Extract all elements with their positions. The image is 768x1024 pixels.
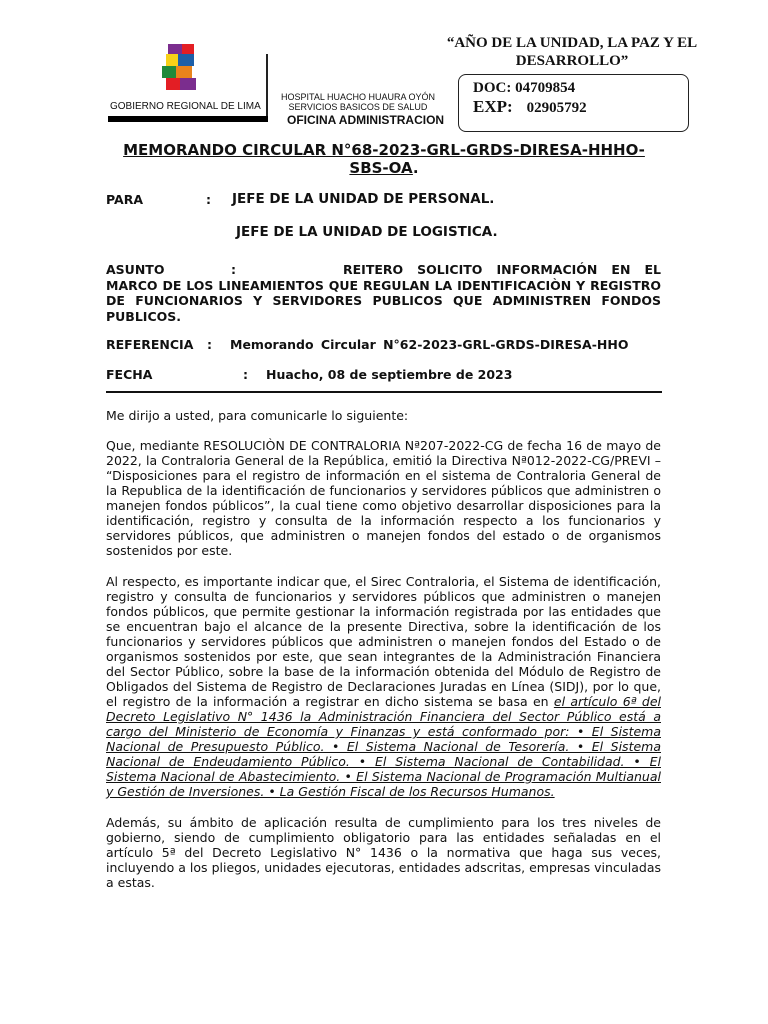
resolution-paragraph: Que, mediante RESOLUCIÒN DE CONTRALORIA Nª207-2022-CG de fecha 16 de mayo de 2022, la Contraloria General de la República, emitió la Directiva Nª012-2022-CG/PREVI – “Disposiciones para el registro de información en el sistema de Contraloria General de la Republica de la identificación de funcionarios y servidores públicos que administren o manejen fondos públicos”, la cual tiene como objetivo desarrollar disposiciones para la identificación, registro y consulta de la información respecto a los funcionarios y servidores públicos, que administren o manejen fondos del estado o de organismos sostenidos por este. (106, 438, 661, 558)
para-recipient-1: JEFE DE LA UNIDAD DE PERSONAL. (232, 191, 495, 207)
logo-block-red (182, 44, 194, 54)
exp-number (473, 97, 587, 117)
referencia-colon: : (207, 337, 212, 352)
logo-block-orange (176, 66, 192, 78)
sirec-paragraph (106, 574, 661, 799)
para-colon: : (206, 192, 211, 207)
memo-title-text: MEMORANDO CIRCULAR N°68-2023-GRL-GRDS-DIRESA-HHHO-SBS-OA (123, 141, 645, 177)
logo-block-purple (168, 44, 182, 54)
doc-number (473, 80, 575, 97)
exp-value: 02905792 (526, 100, 587, 116)
decreto-emphasis: el artículo 6ª del Decreto Legislativo N° 1436 la Administración Financiera del Sector Público está a cargo del Ministerio de Economía y Finanzas y está conformado por: • El Sistema Nacional de Presupuesto Público. • El Sistema Nacional de Tesorería. • El Sistema Nacional de Endeudamiento Público. • El Sistema Nacional de Contabilidad. • El Sistema Nacional de Abastecimiento. • El Sistema Nacional de Programación Multianual y Gestión de Inversiones. • La Gestión Fiscal de los Recursos Humanos. (106, 694, 661, 799)
header-bar (108, 116, 268, 122)
memo-title-period: . (412, 159, 419, 177)
para-label: PARA (106, 192, 143, 207)
header-divider (266, 54, 268, 120)
logo-block-blue (178, 54, 194, 66)
header-rule (106, 391, 662, 393)
doc-value: 04709854 (515, 80, 576, 96)
year-motto-line2: DESARROLLO” (515, 53, 629, 69)
hospital-line2: SERVICIOS BASICOS DE SALUD (288, 102, 428, 112)
gobierno-regional-logo (162, 44, 206, 90)
exp-label: EXP: (473, 97, 513, 116)
year-motto-line1: “AÑO DE LA UNIDAD, LA PAZ Y EL (446, 35, 698, 51)
logo-block-purple-2 (180, 78, 196, 90)
logo-block-green (162, 66, 176, 78)
asunto-text: REITERO SOLICITO INFORMACIÓN EN EL MARCO DE LOS LINEAMIENTOS QUE REGULAN LA IDENTIFICACIÒN Y REGISTRO DE FUNCIONARIOS Y SERVIDORES PUBLICOS QUE ADMINISTREN FONDOS PUBLICOS. (106, 262, 661, 324)
office-name: OFICINA ADMINISTRACION (287, 113, 445, 127)
asunto-value (106, 262, 661, 324)
hospital-name (278, 92, 438, 112)
asunto-label: ASUNTO (106, 262, 165, 277)
doc-label: DOC: (473, 80, 512, 96)
fecha-value: Huacho, 08 de septiembre de 2023 (266, 367, 513, 382)
greeting-paragraph: Me dirijo a usted, para comunicarle lo siguiente: (106, 408, 409, 423)
scope-paragraph: Además, su ámbito de aplicación resulta de cumplimiento para los tres niveles de gobierno, siendo de cumplimiento obligatorio para las entidades señaladas en el artículo 5ª del Decreto Legislativo N° 1436 o la normativa que haga sus veces, incluyendo a los pliegos, unidades ejecutoras, entidades adscritas, empresas vinculadas a estas. (106, 815, 661, 890)
logo-block-red-2 (166, 78, 180, 90)
asunto-colon: : (231, 262, 236, 277)
gobierno-regional-name: GOBIERNO REGIONAL DE LIMA (110, 101, 261, 112)
sirec-text: Al respecto, es importante indicar que, el Sirec Contraloria, el Sistema de identificación, registro y consulta de funcionarios y servidores públicos que administren o manejen fondos públicos, que permite gestionar la información registrada por las entidades que se encuentran bajo el alcance de la presente Directiva, sobre la identificación de los funcionarios y servidores públicos que administren o manejen fondos del Estado o de organismos sostenidos por este, que sean integrantes de la Administración Financiera del Sector Público, sobre la base de la información obtenida del Módulo de Registro de Obligados del Sistema de Registro de Declaraciones Juradas en Línea (SIDJ), por lo que, el registro de la información a registrar en dicho sistema se basa en (106, 574, 661, 709)
fecha-label: FECHA (106, 367, 153, 382)
fecha-colon: : (243, 367, 248, 382)
hospital-line1: HOSPITAL HUACHO HUAURA OYÓN (280, 92, 436, 102)
logo-block-yellow (166, 54, 178, 66)
referencia-value: Memorando Circular N°62-2023-GRL-GRDS-DIRESA-HHO (230, 337, 629, 352)
referencia-label: REFERENCIA (106, 337, 194, 352)
para-recipient-2: JEFE DE LA UNIDAD DE LOGISTICA. (236, 224, 498, 240)
memo-title (106, 141, 662, 177)
year-motto (430, 34, 714, 70)
